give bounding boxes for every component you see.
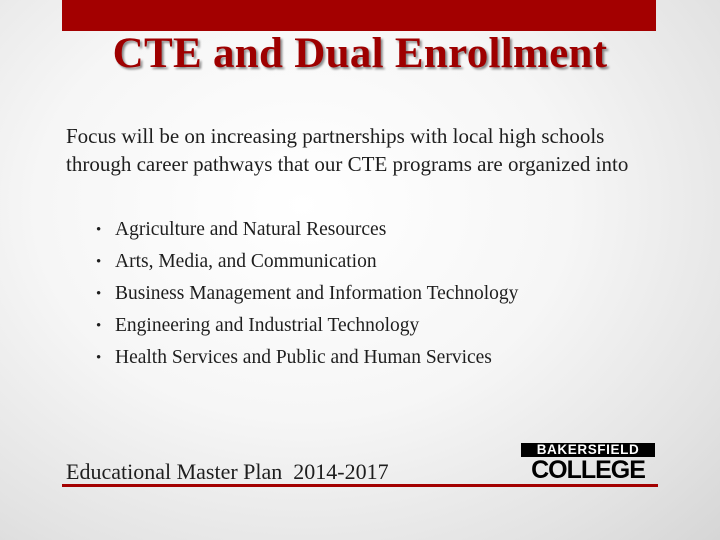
logo-line-1: BAKERSFIELD xyxy=(521,443,655,457)
list-item xyxy=(96,278,518,310)
list-item-label: Engineering and Industrial Technology xyxy=(115,315,420,336)
bullet-icon: • xyxy=(96,350,102,366)
logo-line-2: COLLEGE xyxy=(531,456,645,484)
list-item xyxy=(96,342,518,374)
list-item-label: Business Management and Information Technology xyxy=(115,283,519,304)
footer-caption: Educational Master Plan 2014-2017 xyxy=(66,459,389,484)
list-item xyxy=(96,246,518,278)
intro-paragraph: Focus will be on increasing partnerships with local high schools through career pathways that our CTE programs are organized into xyxy=(66,124,629,176)
list-item-label: Arts, Media, and Communication xyxy=(115,251,377,272)
list-item xyxy=(96,214,518,246)
list-item-label: Health Services and Public and Human Services xyxy=(115,347,492,368)
slide-title: CTE and Dual Enrollment xyxy=(112,30,608,77)
bullet-icon: • xyxy=(96,222,102,238)
list-item xyxy=(96,310,518,342)
bullet-icon: • xyxy=(96,318,102,334)
list-item-label: Agriculture and Natural Resources xyxy=(115,219,387,240)
header-accent-bar xyxy=(62,0,656,31)
bullet-icon: • xyxy=(96,254,102,270)
footer-divider xyxy=(62,484,658,487)
pathway-list xyxy=(96,214,518,374)
college-logo xyxy=(521,442,655,484)
bullet-icon: • xyxy=(96,286,102,302)
